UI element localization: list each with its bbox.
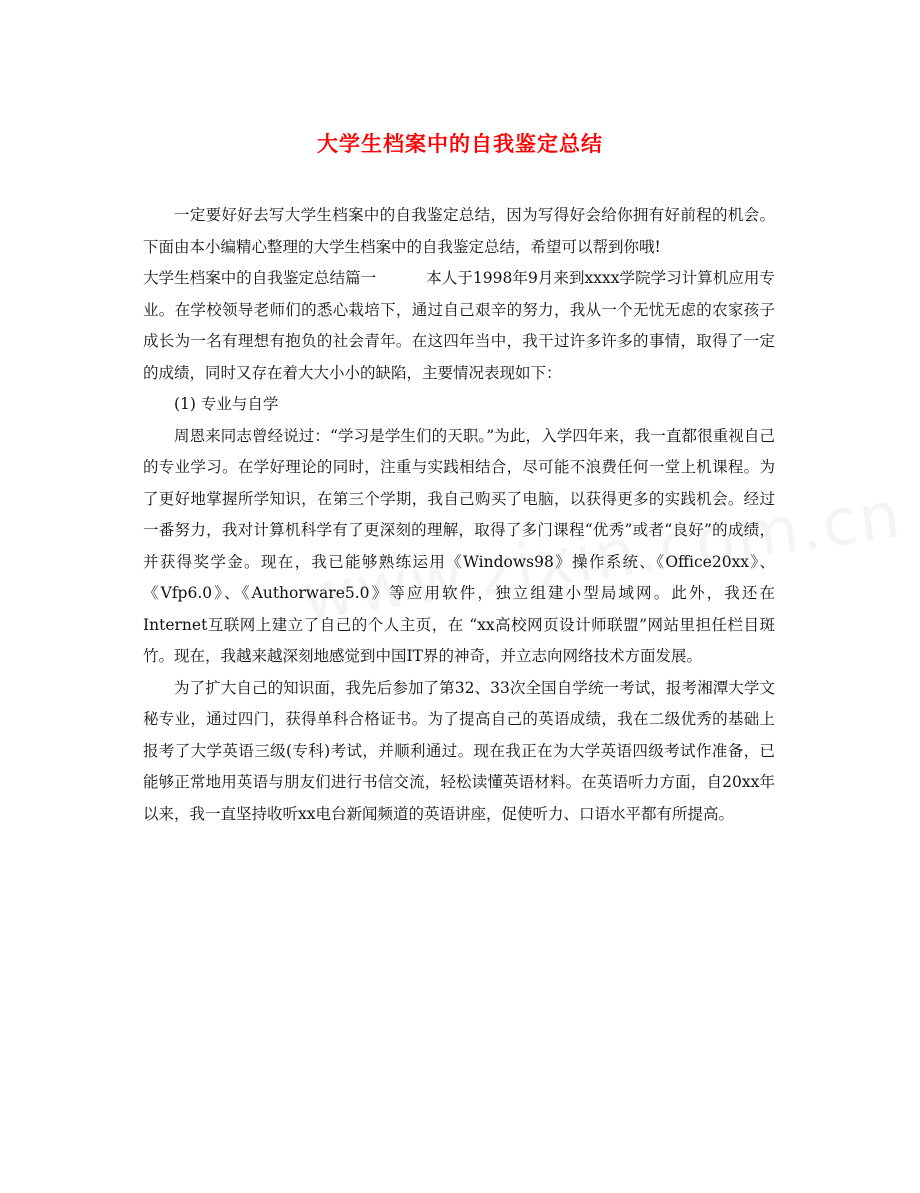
intro-paragraph: 一定要好好去写大学生档案中的自我鉴定总结，因为写得好会给你拥有好前程的机会。下面由本小编精心整理的大学生档案中的自我鉴定总结，希望可以帮到你哦! (143, 206, 775, 256)
section-paragraph (143, 263, 775, 389)
section-heading: 大学生档案中的自我鉴定总结篇一 (143, 269, 377, 287)
document-title: 大学生档案中的自我鉴定总结 (317, 132, 603, 156)
section-text: 本人于1998年9月来到xxxx学院学习计算机应用专业。在学校领导老师们的悉心栽培下，通过自己艰辛的努力，我从一个无忧无虑的农家孩子成长为一名有理想有抱负的社会青年。在这四年当中，我干过许多许多的事情，取得了一定的成绩，同时又存在着大大小小的缺陷，主要情况表现如下： (143, 269, 775, 382)
body-paragraph-1: 周恩来同志曾经说过：“学习是学生们的天职。”为此，入学四年来，我一直都很重视自己的专业学习。在学好理论的同时，注重与实践相结合，尽可能不浪费任何一堂上机课程。为了更好地掌握所学知识，在第三个学期，我自己购买了电脑，以获得更多的实践机会。经过一番努力，我对计算机科学有了更深刻的理解，取得了多门课程“优秀”或者“良好”的成绩，并获得奖学金。现在，我已能够熟练运用《Windows98》操作系统、《Office20xx》、《Vfp6.0》、《Authorware5.0》等应用软件，独立组建小型局域网。此外，我还在Internet互联网上建立了自己的个人主页，在 “xx高校网页设计师联盟”网站里担任栏目斑竹。现在，我越来越深刻地感觉到中国IT界的神奇，并立志向网络技术方面发展。 (143, 426, 775, 665)
subheading: (1) 专业与自学 (174, 395, 279, 413)
body-paragraph-2: 为了扩大自己的知识面，我先后参加了第32、33次全国自学统一考试，报考湘潭大学文秘专业，通过四门，获得单科合格证书。为了提高自己的英语成绩，我在二级优秀的基础上报考了大学英语三级(专科)考试，并顺利通过。现在我正在为大学英语四级考试作准备，已能够正常地用英语与朋友们进行书信交流，轻松读懂英语材料。在英语听力方面，自20xx年以来，我一直坚持收听xx电台新闻频道的英语讲座，促使听力、口语水平都有所提高。 (143, 678, 775, 823)
document-body (143, 200, 775, 830)
